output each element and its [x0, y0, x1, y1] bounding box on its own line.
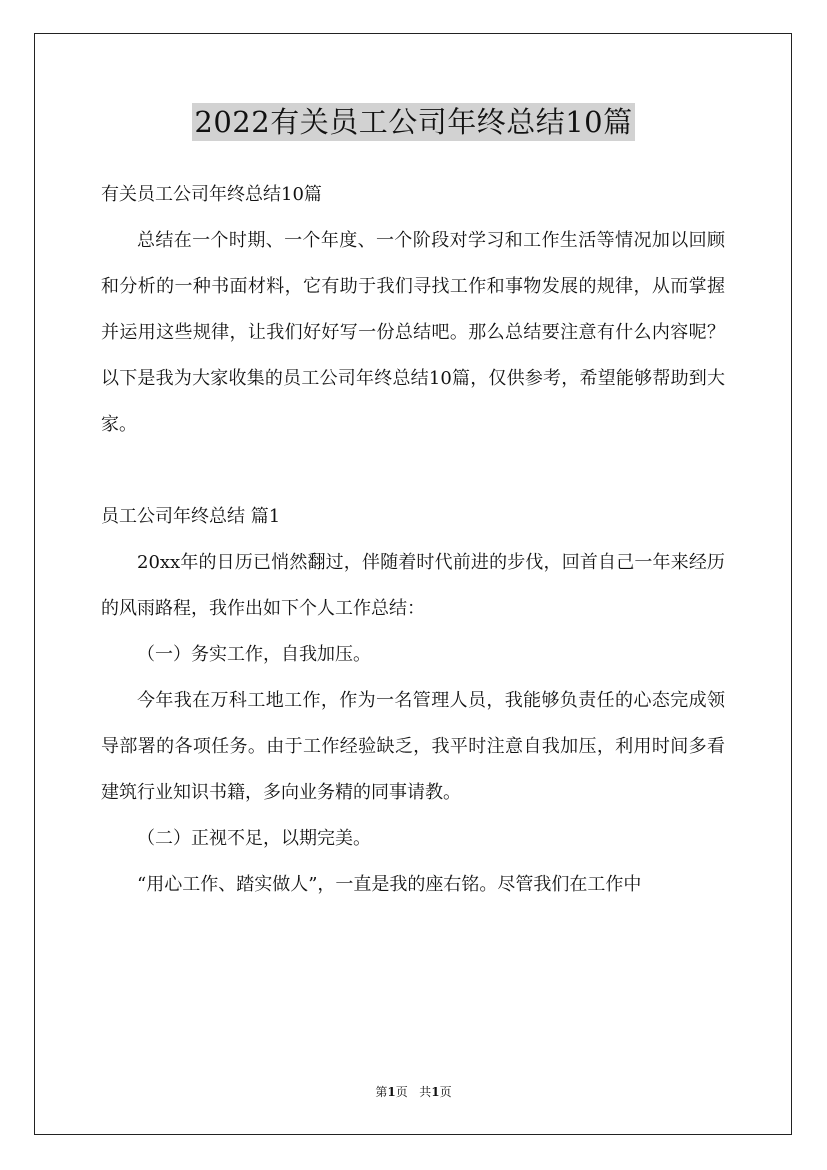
page-footer: [0, 1084, 827, 1100]
paragraph-spacer: [101, 448, 725, 494]
document-subtitle: 有关员工公司年终总结10篇: [101, 184, 322, 205]
body-paragraph: 20xx年的日历已悄然翻过，伴随着时代前进的步伐，回首自己一年来经历的风雨路程，我作出如下个人工作总结：: [101, 552, 725, 619]
body-paragraph: （二）正视不足，以期完美。: [137, 828, 371, 849]
total-label-prefix: 共: [419, 1085, 432, 1099]
body-paragraph: “用心工作、踏实做人”，一直是我的座右铭。尽管我们在工作中: [137, 874, 642, 895]
page-label-suffix: 页: [395, 1085, 408, 1099]
document-title: [0, 103, 827, 141]
body-paragraph: 今年我在万科工地工作，作为一名管理人员，我能够负责任的心态完成领导部署的各项任务。由于工作经验缺乏，我平时注意自我加压，利用时间多看建筑行业知识书籍，多向业务精的同事请教。: [101, 690, 725, 803]
document-body: [101, 172, 725, 908]
section-heading: 员工公司年终总结 篇1: [101, 506, 281, 527]
total-label-suffix: 页: [439, 1085, 452, 1099]
page-number: 1: [387, 1085, 396, 1099]
page-label-prefix: 第: [375, 1085, 388, 1099]
intro-paragraph: 总结在一个时期、一个年度、一个阶段对学习和工作生活等情况加以回顾和分析的一种书面材料，它有助于我们寻找工作和事物发展的规律，从而掌握并运用这些规律，让我们好好写一份总结吧。那么总结要注意有什么内容呢？以下是我为大家收集的员工公司年终总结10篇，仅供参考，希望能够帮助到大家。: [101, 230, 725, 435]
document-title-text: 2022有关员工公司年终总结10篇: [194, 105, 633, 139]
body-paragraph: （一）务实工作，自我加压。: [137, 644, 371, 665]
total-pages: 1: [431, 1085, 440, 1099]
